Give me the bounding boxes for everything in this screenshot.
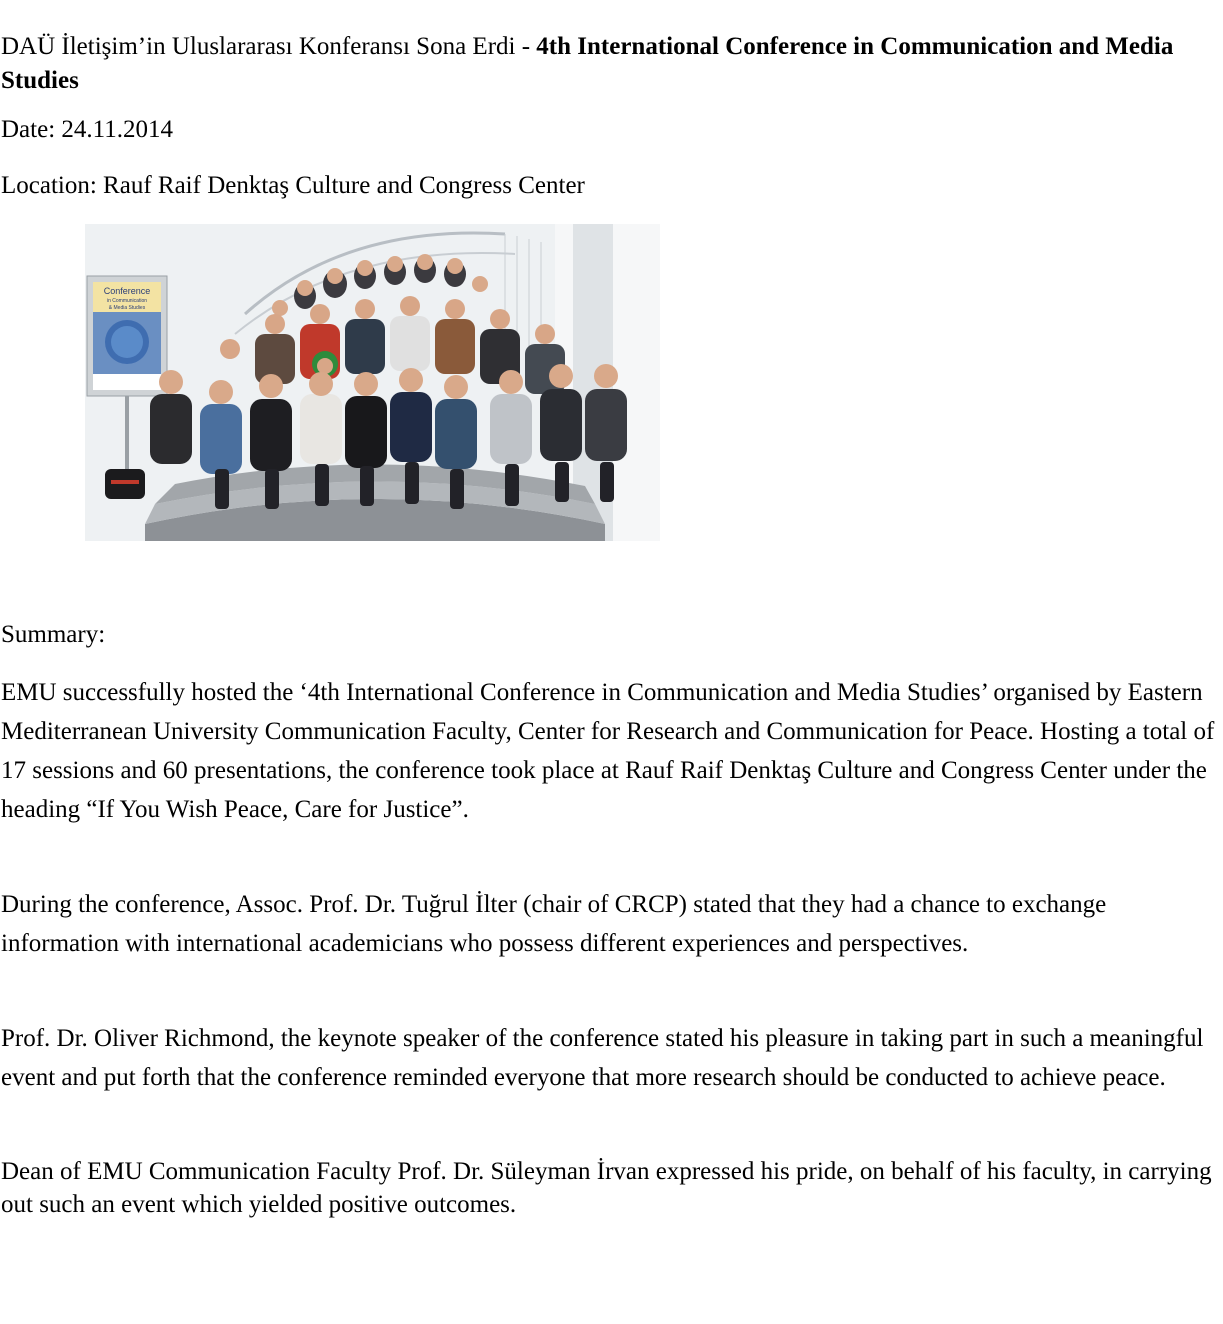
poster-subtitle-2: & Media Studies [108, 305, 146, 311]
summary-paragraph-1: EMU successfully hosted the ‘4th International Conference in Communication and Media Studies’ organised by Eastern Mediterranean University Communication Faculty, Center for Research and Communication for Peace. Hosting a total of 17 sessions and 60 presentations, the conference took place at Rauf Raif Denktaş Culture and Congress Center under the heading “If You Wish Peace, Care for Justice”. [1, 679, 1215, 823]
document-title [1, 30, 1201, 98]
summary-paragraph-3: Prof. Dr. Oliver Richmond, the keynote speaker of the conference stated his pleasure in taking part in such a meaningful event and put forth that the conference reminded everyone that more research should be conducted to achieve peace. [1, 1025, 1204, 1091]
poster-title: Conference [103, 286, 151, 296]
summary-label: Summary: [1, 621, 106, 648]
group-photo-illustration [85, 224, 660, 541]
title-english: 4th International Conference in Communication and Media Studies [1, 33, 1174, 94]
poster-subtitle-1: in Communication [106, 298, 148, 304]
event-location: Location: Rauf Raif Denktaş Culture and Congress Center [1, 172, 585, 199]
event-date: Date: 24.11.2014 [1, 116, 173, 143]
summary-paragraph-4: Dean of EMU Communication Faculty Prof. Dr. Süleyman İrvan expressed his pride, on behalf of his faculty, in carrying out such an event which yielded positive outcomes. [1, 1158, 1212, 1218]
title-turkish: DAÜ İletişim’in Uluslararası Konferansı Sona Erdi - [1, 33, 537, 60]
summary-paragraph-2: During the conference, Assoc. Prof. Dr. Tuğrul İlter (chair of CRCP) stated that they had a chance to exchange information with international academicians who possess different experiences and perspectives. [1, 891, 1107, 957]
group-photo [85, 224, 660, 541]
